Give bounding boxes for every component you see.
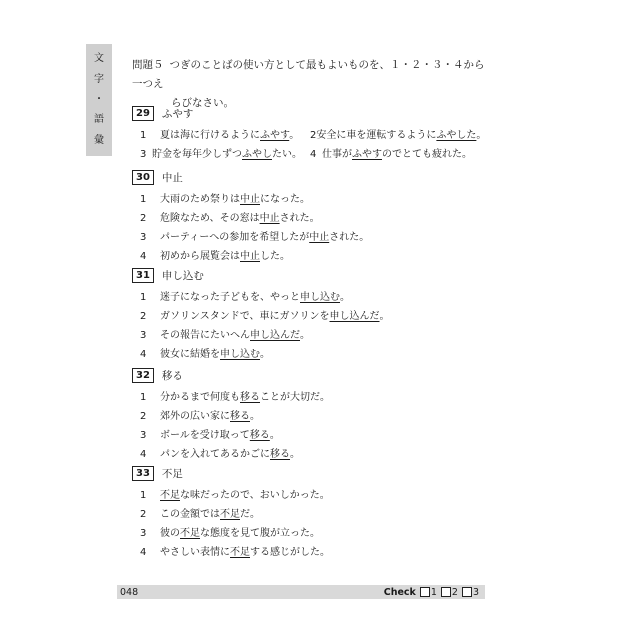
question-31 <box>132 266 390 360</box>
option-number: 2 <box>140 213 147 224</box>
option-number: 1 <box>140 292 147 303</box>
option-text: 郊外の広い家に <box>160 411 230 422</box>
question-number: 33 <box>132 466 154 481</box>
option-text: 。 <box>476 130 487 141</box>
instruction-line-2: らびなさい。 <box>171 97 234 109</box>
option <box>132 205 369 224</box>
option-text: 。 <box>300 330 310 341</box>
option-text: 彼女に結婚を <box>160 349 220 360</box>
option <box>132 303 390 322</box>
question-number: 31 <box>132 268 154 283</box>
option-text: 。 <box>269 430 280 441</box>
option-text: な味だったので、おいしかった。 <box>180 490 330 501</box>
option-text: 彼の <box>160 528 180 539</box>
checkbox-icon[interactable] <box>441 587 451 597</box>
question-30 <box>132 168 369 262</box>
option-text: な態度を見て腹が立った。 <box>200 528 320 539</box>
problem-label: 問題５ <box>132 59 164 71</box>
question-number: 29 <box>132 106 154 121</box>
underlined-word: 申し込んだ <box>250 330 300 341</box>
option <box>132 441 330 460</box>
option <box>132 141 302 160</box>
option-number: 3 <box>140 528 147 539</box>
underlined-word: ふやす <box>260 130 290 141</box>
option <box>132 422 330 441</box>
option <box>302 122 487 141</box>
option-text: のでとても疲れた。 <box>382 149 472 160</box>
option-text: やさしい表情に <box>160 547 230 558</box>
option <box>132 186 369 205</box>
option <box>132 341 390 360</box>
option-number: 2 <box>140 509 147 520</box>
underlined-word: 不足 <box>220 509 240 520</box>
option-text: 夏は海に行けるように <box>160 130 260 141</box>
option <box>132 243 369 262</box>
option-text: 。 <box>250 411 260 422</box>
check-item-2[interactable] <box>441 587 458 598</box>
option <box>132 122 302 141</box>
option <box>132 501 330 520</box>
underlined-word: 不足 <box>230 547 250 558</box>
option-text: 危険なため、その窓は <box>160 213 260 224</box>
option-text: 。 <box>290 449 300 460</box>
option-number: 4 <box>140 349 147 360</box>
option <box>132 520 330 539</box>
page-number: 048 <box>120 586 139 598</box>
option-number: 3 <box>140 149 147 160</box>
underlined-word: 移る <box>240 392 260 403</box>
underlined-word: 中止 <box>259 213 280 224</box>
question-number: 30 <box>132 170 154 185</box>
option-text: 。 <box>289 130 300 141</box>
option <box>132 539 330 558</box>
option-text: 分かるまで何度も <box>160 392 240 403</box>
question-word: 申し込む <box>161 269 204 282</box>
option-text: ボールを受け取って <box>160 430 250 441</box>
instruction-line-1: つぎのことばの使い方として最もよいものを、１・２・３・４から一つえ <box>132 59 485 90</box>
option <box>132 284 390 303</box>
question-word: 不足 <box>161 467 183 480</box>
section-tab-char: 字 <box>94 73 104 85</box>
underlined-word: ふやし <box>242 149 272 160</box>
underlined-word: 中止 <box>309 232 330 243</box>
underlined-word: ふやした <box>436 130 477 141</box>
question-word: 中止 <box>161 171 183 184</box>
option <box>132 403 330 422</box>
option <box>302 141 472 160</box>
option-number: 1 <box>140 194 147 205</box>
option-text: その報告にたいへん <box>160 330 250 341</box>
option-text: 。 <box>260 349 270 360</box>
option-number: 3 <box>140 232 147 243</box>
option-text: パーティーへの参加を希望したが <box>160 232 310 243</box>
option-text: だ。 <box>240 509 260 520</box>
section-tab-char: 語 <box>94 114 104 126</box>
option-text: された。 <box>279 213 320 224</box>
option-text: ガソリンスタンドで、車にガソリンを <box>160 311 330 322</box>
section-tab-char: 彙 <box>94 134 104 146</box>
option <box>132 224 369 243</box>
option-text: 貯金を毎年少しずつ <box>152 149 242 160</box>
option-text: 迷子になった子どもを、やっと <box>160 292 300 303</box>
question-32 <box>132 366 330 460</box>
checkbox-icon[interactable] <box>420 587 430 597</box>
question-29 <box>132 104 487 160</box>
option-number: 4 <box>140 547 147 558</box>
underlined-word: 不足 <box>180 528 200 539</box>
underlined-word: ふやす <box>352 149 382 160</box>
option-text: 大雨のため祭りは <box>160 194 240 205</box>
option-text: ことが大切だ。 <box>260 392 330 403</box>
check-item-1[interactable] <box>420 587 437 598</box>
option-number: 1 <box>140 490 147 501</box>
underlined-word: 申し込んだ <box>329 311 380 322</box>
option-number: 2 <box>140 311 147 322</box>
question-word: ふやす <box>161 107 194 120</box>
option-number: 4 <box>140 251 147 262</box>
option-text: 安全に車を運転するように <box>316 130 437 141</box>
option <box>132 322 390 341</box>
check-item-3[interactable] <box>462 587 479 598</box>
option-text: する感じがした。 <box>250 547 330 558</box>
option-text: たい。 <box>272 149 302 160</box>
option-number: 4 <box>310 149 317 160</box>
option <box>132 384 330 403</box>
underlined-word: 移る <box>230 411 250 422</box>
underlined-word: 移る <box>270 449 290 460</box>
section-tab-char: 文 <box>94 53 104 65</box>
option-number: 3 <box>140 330 147 341</box>
underlined-word: 不足 <box>160 490 180 501</box>
check-item-label: 1 <box>430 586 437 598</box>
page-footer <box>117 585 485 599</box>
option-text: 仕事が <box>322 149 352 160</box>
option-number: 1 <box>140 130 147 141</box>
check-item-label: 3 <box>472 586 479 598</box>
checkbox-icon[interactable] <box>462 587 472 597</box>
section-tab <box>86 44 112 156</box>
question-number: 32 <box>132 368 154 383</box>
option <box>132 482 330 501</box>
option-text: パンを入れてあるかごに <box>160 449 270 460</box>
check-area <box>384 587 485 598</box>
option-text: 。 <box>379 311 390 322</box>
check-label: Check <box>383 586 416 598</box>
option-text: された。 <box>329 232 370 243</box>
underlined-word: 中止 <box>240 251 260 262</box>
option-number: 2 <box>310 130 317 141</box>
section-tab-char: ・ <box>94 93 104 105</box>
option-text: になった。 <box>260 194 310 205</box>
question-33 <box>132 464 330 558</box>
option-text: 。 <box>340 292 350 303</box>
option-number: 4 <box>140 449 147 460</box>
check-item-label: 2 <box>451 586 458 598</box>
option-number: 1 <box>140 392 147 403</box>
option-text: 初めから展覧会は <box>160 251 240 262</box>
question-word: 移る <box>161 369 183 382</box>
underlined-word: 中止 <box>240 194 260 205</box>
option-number: 3 <box>140 430 147 441</box>
option-text: した。 <box>260 251 290 262</box>
option-text: この金額では <box>160 509 220 520</box>
underlined-word: 申し込む <box>300 292 340 303</box>
option-number: 2 <box>140 411 147 422</box>
underlined-word: 移る <box>249 430 270 441</box>
underlined-word: 申し込む <box>220 349 260 360</box>
